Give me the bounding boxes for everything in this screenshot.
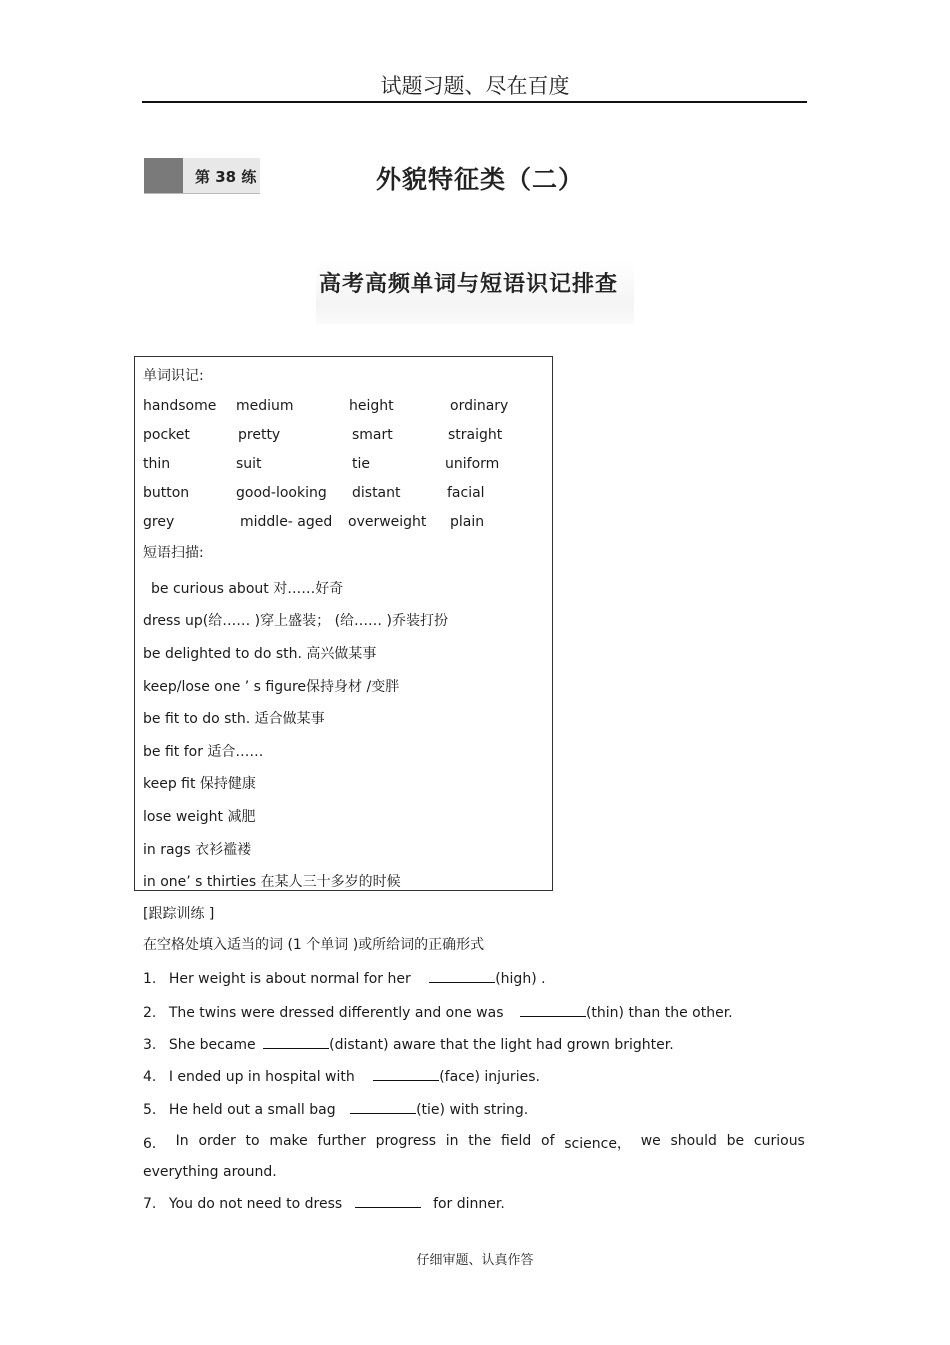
phrase-item: dress up(给…… )穿上盛装； (给…… )乔装打扮 bbox=[143, 613, 448, 629]
vocab-word: pretty bbox=[238, 427, 281, 443]
question-word: In bbox=[175, 1133, 189, 1149]
question-hint: (face) injuries. bbox=[439, 1069, 540, 1085]
question-text: He held out a small bag bbox=[168, 1102, 336, 1118]
header-divider bbox=[142, 101, 807, 103]
vocab-word: distant bbox=[352, 485, 401, 501]
question-hint: (tie) with string. bbox=[416, 1102, 529, 1118]
phrase-item: be fit to do sth. 适合做某事 bbox=[143, 711, 325, 727]
vocab-word: height bbox=[349, 398, 394, 414]
vocab-word: middle- aged bbox=[240, 514, 333, 530]
phrase-item: be curious about 对……好奇 bbox=[151, 581, 344, 597]
question-number: 5. bbox=[143, 1102, 157, 1118]
phrase-item: lose weight 减肥 bbox=[143, 809, 256, 825]
question-word: order bbox=[198, 1133, 236, 1149]
vocab-word: overweight bbox=[348, 514, 427, 530]
question-1 bbox=[143, 969, 546, 987]
question-number: 4. bbox=[143, 1069, 157, 1085]
question-word: be bbox=[726, 1133, 745, 1149]
vocab-heading: 单词识记: bbox=[143, 368, 204, 384]
vocab-word: suit bbox=[236, 456, 262, 472]
question-word: 6． bbox=[143, 1136, 166, 1152]
page-header-title: 试题习题、尽在百度 bbox=[380, 74, 570, 98]
question-word: curious bbox=[753, 1133, 805, 1149]
lesson-badge bbox=[144, 158, 260, 194]
question-word: of bbox=[541, 1133, 555, 1149]
phrase-item: be fit for 适合…… bbox=[143, 744, 264, 760]
question-number: 1. bbox=[143, 971, 157, 987]
question-4 bbox=[143, 1067, 540, 1085]
question-6-line-1 bbox=[143, 1133, 805, 1153]
section-title: 外貌特征类（二） bbox=[376, 165, 585, 194]
question-3 bbox=[143, 1035, 674, 1053]
page-footer: 仔细审题、认真作答 bbox=[416, 1253, 534, 1268]
question-number: 7. bbox=[143, 1196, 157, 1212]
vocab-word: facial bbox=[447, 485, 485, 501]
question-word: in bbox=[445, 1133, 459, 1149]
question-text: She became bbox=[168, 1037, 256, 1053]
answer-blank[interactable] bbox=[350, 1100, 416, 1114]
vocab-word: button bbox=[143, 485, 190, 501]
vocab-word: tie bbox=[352, 456, 370, 472]
question-hint: (high) . bbox=[495, 971, 546, 987]
badge-label: 第 38 练 bbox=[195, 168, 257, 186]
question-7 bbox=[143, 1194, 505, 1212]
answer-blank[interactable] bbox=[373, 1067, 439, 1081]
phrase-item: in one’ s thirties 在某人三十多岁的时候 bbox=[143, 874, 401, 890]
question-word: should bbox=[670, 1133, 717, 1149]
answer-blank[interactable] bbox=[520, 1003, 586, 1017]
vocab-word: ordinary bbox=[450, 398, 509, 414]
vocab-word: medium bbox=[236, 398, 294, 414]
phrase-item: be delighted to do sth. 高兴做某事 bbox=[143, 646, 377, 662]
question-word: further bbox=[317, 1133, 366, 1149]
phrase-item: in rags 衣衫褴褛 bbox=[143, 842, 252, 858]
question-hint: (distant) aware that the light had grown brighter. bbox=[329, 1037, 674, 1053]
question-text: The twins were dressed differently and one was bbox=[168, 1005, 504, 1021]
phrase-item: keep/lose one ’ s figure保持身材 /变胖 bbox=[143, 679, 400, 695]
vocab-word: grey bbox=[143, 514, 175, 530]
question-word: progress bbox=[375, 1133, 437, 1149]
vocab-word: handsome bbox=[143, 398, 217, 414]
exercise-heading: [跟踪训练 ] bbox=[143, 906, 215, 922]
answer-blank[interactable] bbox=[263, 1035, 329, 1049]
phrase-heading: 短语扫描: bbox=[143, 545, 204, 561]
question-number: 3. bbox=[143, 1037, 157, 1053]
vocab-word: thin bbox=[143, 456, 171, 472]
vocab-word: plain bbox=[450, 514, 485, 530]
answer-blank[interactable] bbox=[355, 1194, 421, 1208]
phrase-item: keep fit 保持健康 bbox=[143, 776, 256, 792]
subtitle: 高考高频单词与短语识记排查 bbox=[319, 272, 619, 297]
question-word: field bbox=[501, 1133, 532, 1149]
exercise-instruction: 在空格处填入适当的词 (1 个单词 )或所给词的正确形式 bbox=[143, 937, 485, 953]
question-2 bbox=[143, 1003, 733, 1021]
answer-blank[interactable] bbox=[429, 969, 495, 983]
question-hint: (thin) than the other. bbox=[585, 1005, 733, 1021]
badge-dark-block bbox=[144, 158, 183, 193]
question-6-line-2: everything around. bbox=[143, 1164, 277, 1180]
vocab-word: uniform bbox=[445, 456, 500, 472]
vocab-word: smart bbox=[352, 427, 393, 443]
question-text-after: for dinner. bbox=[433, 1196, 505, 1212]
question-text: I ended up in hospital with bbox=[168, 1069, 355, 1085]
question-word: make bbox=[269, 1133, 308, 1149]
question-word: science， bbox=[564, 1136, 631, 1152]
question-word: to bbox=[245, 1133, 260, 1149]
vocab-word: pocket bbox=[143, 427, 190, 443]
question-number: 2. bbox=[143, 1005, 157, 1021]
question-word: we bbox=[640, 1133, 661, 1149]
question-text: You do not need to dress bbox=[168, 1196, 343, 1212]
vocab-word: good-looking bbox=[236, 485, 327, 501]
question-word: the bbox=[468, 1133, 492, 1149]
question-text: Her weight is about normal for her bbox=[168, 971, 411, 987]
question-5 bbox=[143, 1100, 528, 1118]
vocab-word: straight bbox=[448, 427, 503, 443]
